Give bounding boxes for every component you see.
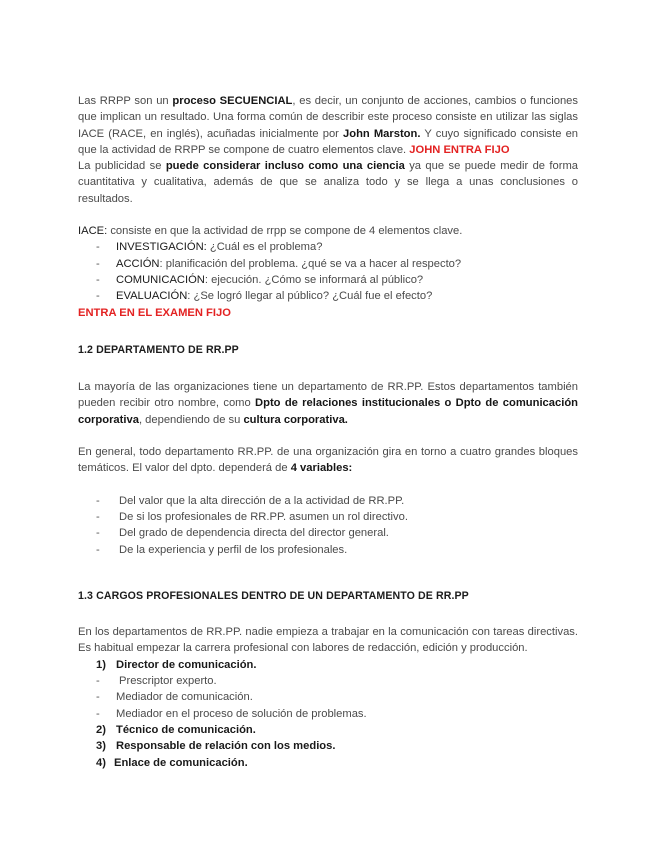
text: Y cuyo significado consiste en que la actividad de RRPP se compone de cuatro elementos clave. (78, 127, 579, 156)
list-item: - Mediador en el proceso de solución de problemas. (78, 706, 578, 722)
list-item: - Prescriptor experto. (78, 673, 578, 689)
bold-text: proceso SECUENCIAL (172, 95, 293, 107)
department-paragraph (78, 379, 578, 428)
text: La mayoría de las organizaciones tiene un departamento de RR.PP. Estos departamentos también pueden recibir otro nombre, como (78, 381, 578, 410)
list-item (78, 272, 578, 288)
list-item: - Del valor que la alta dirección de a la actividad de RR.PP. (78, 493, 578, 509)
section-heading: 1.2 DEPARTAMENTO DE RR.PP (78, 343, 239, 356)
red-highlight: JOHN ENTRA FIJO (409, 143, 510, 156)
desc: : ¿Se logró llegar al público? ¿Cuál fue el efecto? (187, 290, 433, 303)
desc: : ejecución. ¿Cómo se informará al público? (204, 273, 424, 286)
list-item (78, 288, 578, 304)
term: ACCIÓN (116, 257, 160, 270)
role-item (78, 738, 578, 754)
role-number: 1) (96, 658, 106, 671)
role-label: Director de comunicación. (116, 658, 257, 671)
role-number: 2) (96, 723, 106, 736)
publicity-paragraph (78, 158, 578, 207)
bold-text: Dpto de relaciones institucionales o Dpto de comunicación corporativa (78, 397, 578, 426)
roles-list-cont (78, 722, 578, 771)
iace-definition (78, 223, 578, 239)
intro-paragraph (78, 93, 578, 158)
list-item (78, 256, 578, 272)
text: , es decir, un conjunto de acciones, cambios o funciones que implican un resultado. Una forma común de describir este proceso consiste en utilizar las siglas IACE (RACE, en inglés), acuñadas inicialmente por (78, 95, 578, 140)
role-label: Enlace de comunicación. (114, 756, 248, 769)
role-label: Responsable de relación con los medios. (116, 740, 336, 753)
desc: : planificación del problema. ¿qué se va a hacer al respecto? (159, 257, 462, 270)
text: Las RRPP son un (78, 95, 173, 107)
text: , dependiendo de su (138, 413, 244, 426)
desc: ¿Cuál es el problema? (206, 241, 323, 254)
bold-text: cultura corporativa. (243, 413, 348, 426)
section-heading: 1.3 CARGOS PROFESIONALES DENTRO DE UN DEPARTAMENTO DE RR.PP (78, 589, 469, 602)
list-item: - De la experiencia y perfil de los profesionales. (78, 542, 578, 558)
text: En general, todo departamento RR.PP. de una organización gira en torno a cuatro grandes bloques temáticos. El valor del dpto. dependerá de (78, 446, 578, 475)
role-number: 4) (96, 756, 106, 769)
role-number: 3) (96, 740, 106, 753)
role-item (78, 755, 578, 771)
bold-text: 4 variables: (290, 462, 353, 475)
list-item: - Mediador de comunicación. (78, 689, 578, 705)
text: La publicidad se (78, 160, 166, 173)
exam-note: ENTRA EN EL EXAMEN FIJO (78, 306, 231, 319)
term: COMUNICACIÓN (116, 273, 205, 286)
roles-list (78, 657, 578, 673)
role-item (78, 722, 578, 738)
subroles-list (78, 673, 578, 722)
bold-text: John Marston. (343, 127, 421, 140)
term: INVESTIGACIÓN: (116, 241, 207, 254)
list-item: - Del grado de dependencia directa del director general. (78, 525, 578, 541)
iace-list (78, 239, 578, 304)
list-item: - De si los profesionales de RR.PP. asumen un rol directivo. (78, 509, 578, 525)
variables-paragraph (78, 444, 578, 477)
text: ya que se puede medir de forma cuantitativa y cualitativa, además de que se analiza todo y se llega a unas conclusiones o resultados. (78, 160, 579, 205)
term: EVALUACIÓN (116, 290, 188, 303)
list-item (78, 239, 578, 255)
role-item (78, 657, 578, 673)
document-page (78, 93, 578, 771)
text: consiste en que la actividad de rrpp se compone de 4 elementos clave. (107, 225, 463, 238)
iace-label: IACE: (78, 225, 108, 238)
cargos-paragraph: En los departamentos de RR.PP. nadie empieza a trabajar en la comunicación con tareas directivas. Es habitual empezar la carrera profesional con labores de redacción, edición y producción. (78, 626, 578, 655)
role-label: Técnico de comunicación. (116, 723, 256, 736)
bold-text: puede considerar incluso como una ciencia (165, 160, 405, 173)
variables-list (78, 493, 578, 558)
